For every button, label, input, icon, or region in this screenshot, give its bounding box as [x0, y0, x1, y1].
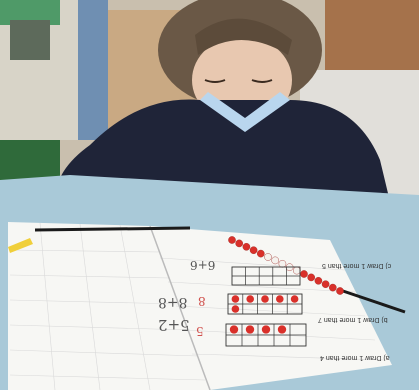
red-counter — [246, 325, 254, 333]
bead — [228, 236, 235, 243]
handwritten-answer-2: 5 — [196, 324, 204, 338]
printed-label-a: a) Draw 1 more than 4 — [320, 354, 390, 361]
blue-cabinet — [78, 0, 108, 140]
red-counter — [246, 295, 254, 303]
bead — [336, 287, 343, 294]
bead — [257, 250, 264, 257]
red-counter — [232, 295, 240, 303]
handwritten-answer-1: 8 — [198, 294, 206, 308]
bead — [322, 281, 329, 288]
bead — [250, 247, 257, 254]
chair — [10, 20, 50, 60]
red-counter — [276, 295, 284, 303]
wooden-door — [325, 0, 419, 75]
bead — [315, 277, 322, 284]
bead — [329, 284, 336, 291]
handwritten-sum-1: 6+6 — [190, 258, 216, 272]
red-counter — [262, 325, 270, 333]
bead — [236, 240, 243, 247]
bead — [293, 267, 300, 274]
red-counter — [291, 295, 299, 303]
bead — [243, 243, 250, 250]
bead — [272, 257, 279, 264]
bead — [308, 274, 315, 281]
red-counter — [261, 295, 269, 303]
handwritten-sum-3: 5+2 — [158, 316, 190, 334]
red-counter — [232, 305, 240, 313]
printed-label-b: b) Draw 1 more than 7 — [318, 316, 388, 323]
bead — [264, 253, 271, 260]
printed-label-c: c) Draw 1 more than 5 — [322, 262, 392, 269]
red-counter — [230, 325, 238, 333]
red-counter — [278, 325, 286, 333]
bead-string — [35, 228, 190, 230]
handwritten-sum-2: 8+8 — [158, 294, 188, 310]
bead — [279, 260, 286, 267]
bead — [300, 270, 307, 277]
